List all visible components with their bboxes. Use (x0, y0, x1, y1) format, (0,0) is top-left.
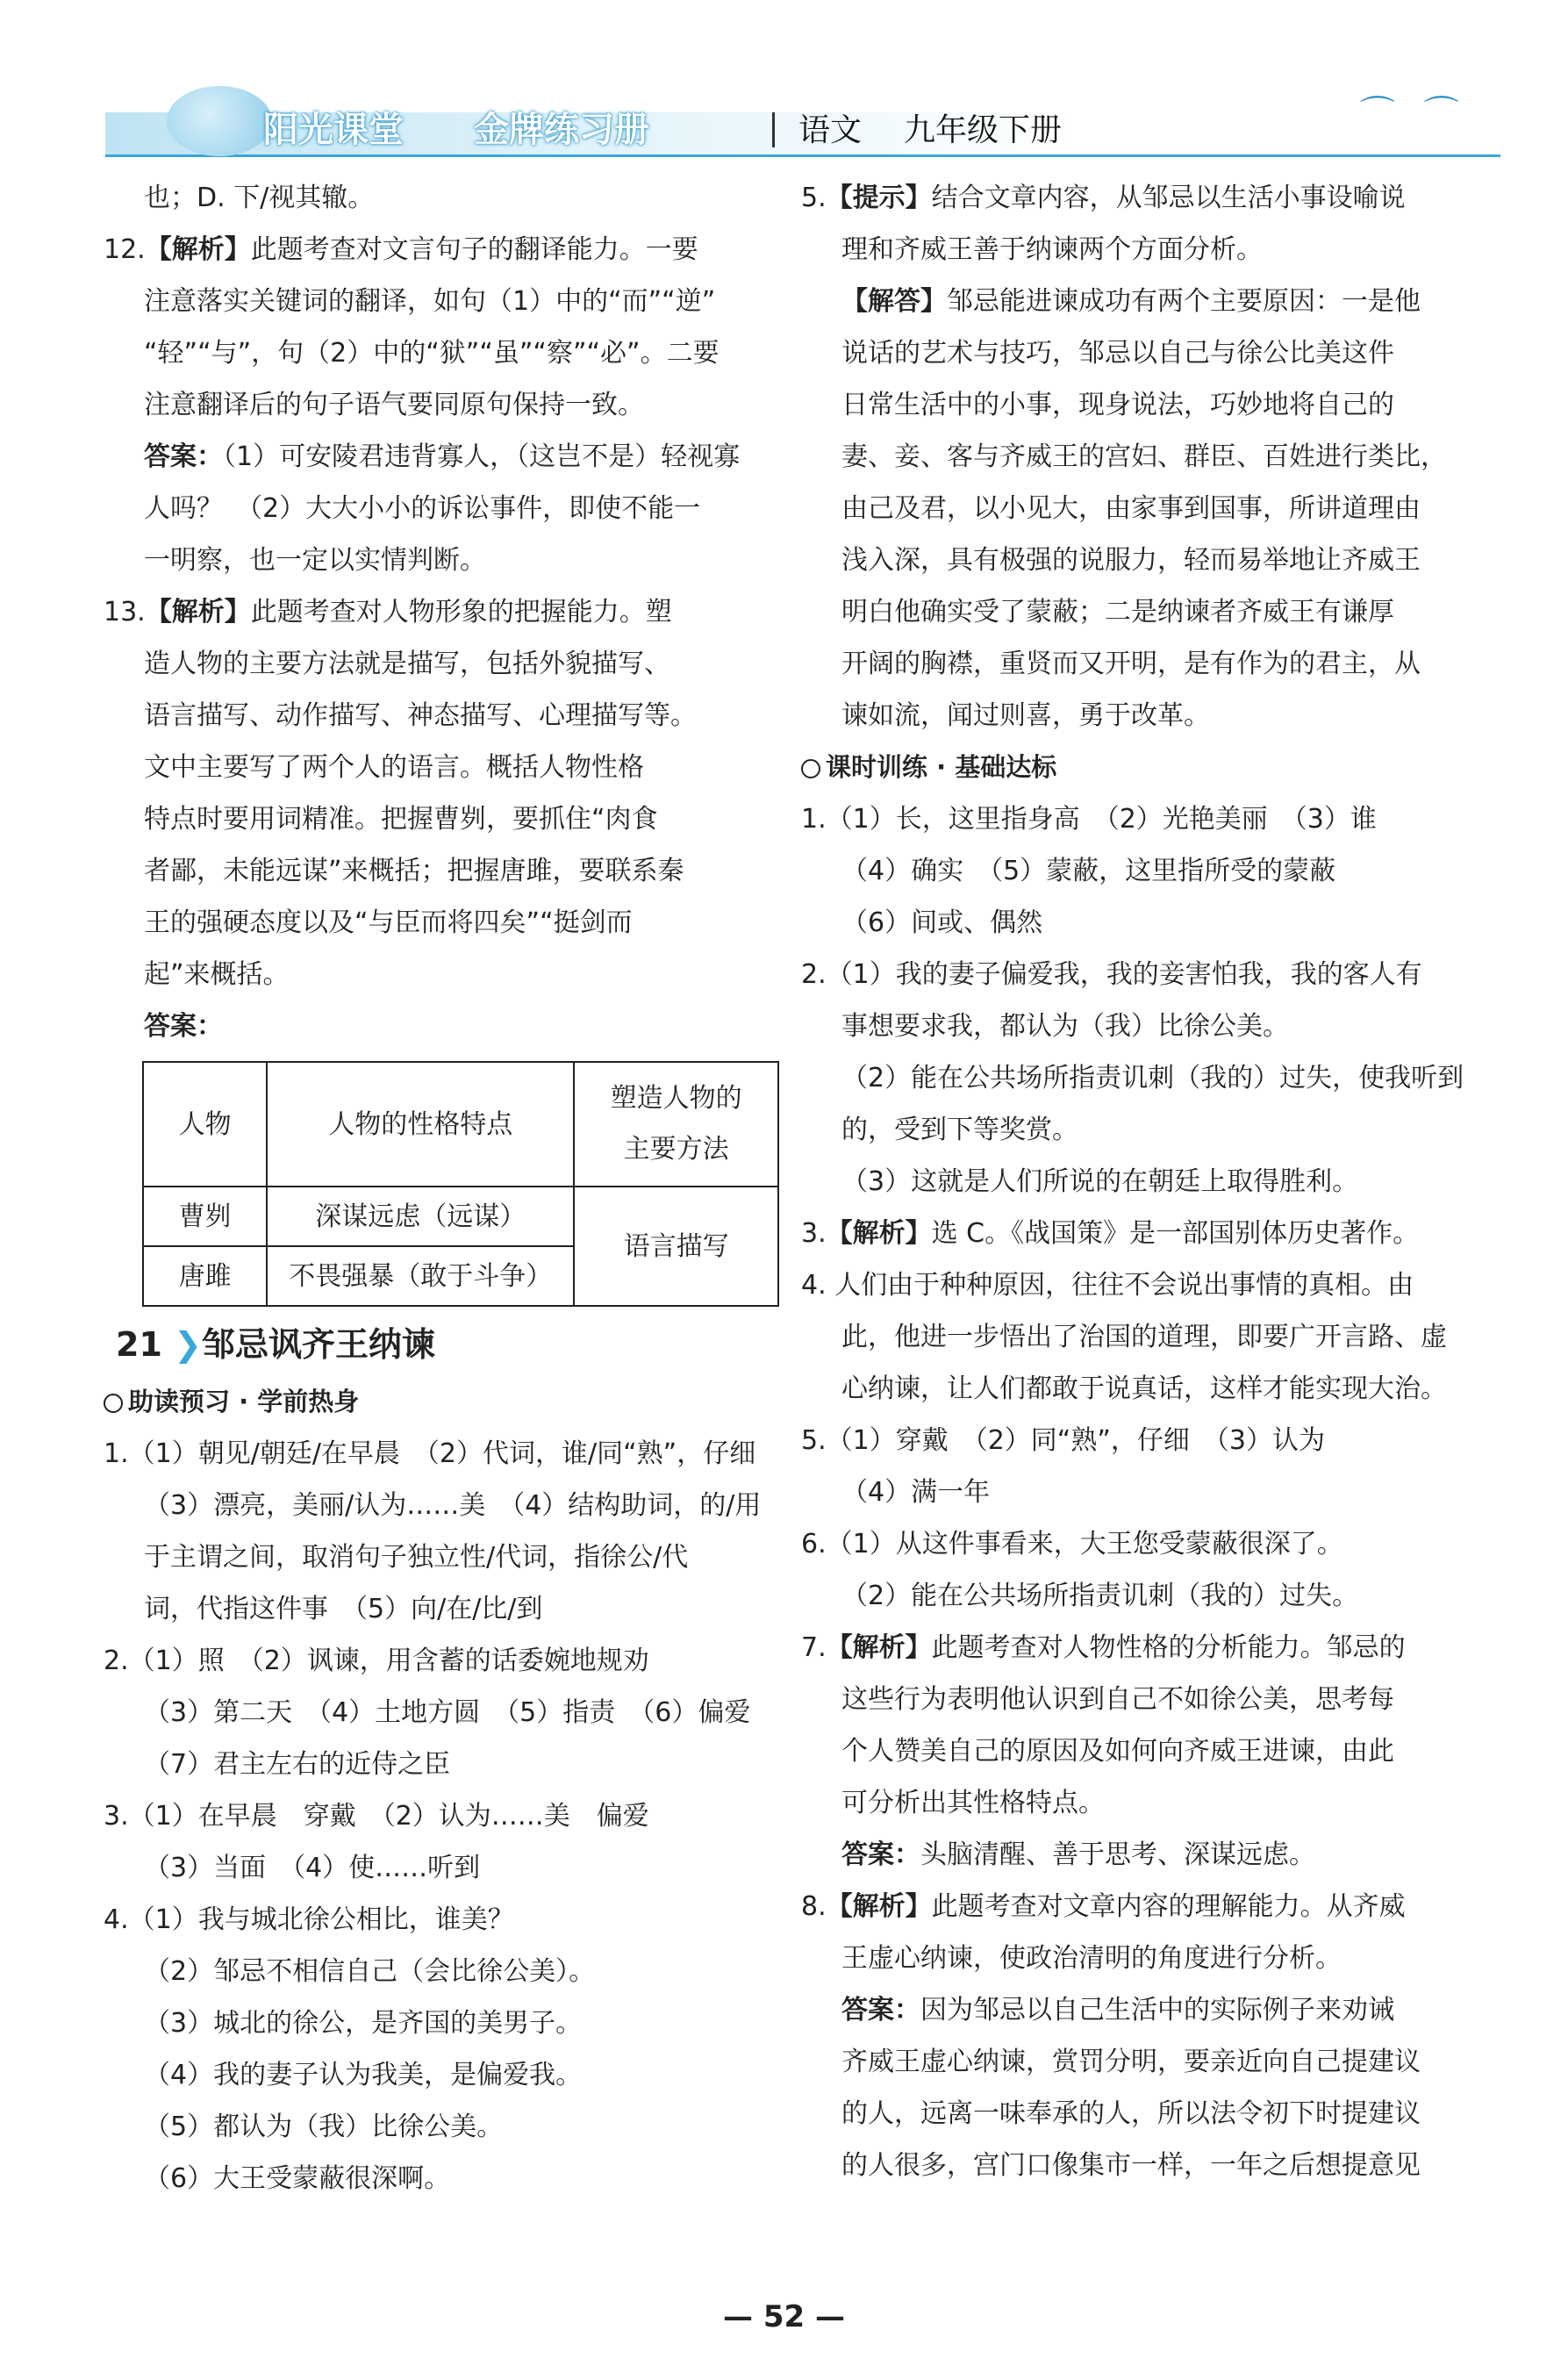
text-line: 者鄙，未能远谋”来概括；把握唐雎，要联系秦 (144, 856, 684, 886)
text-line: 于主谓之间，取消句子独立性/代词，指徐公/代 (144, 1542, 689, 1573)
text-line: 注意落实关键词的翻译，如句（1）中的“而”“逆” (144, 286, 716, 317)
table-cell: 语言描写 (574, 1187, 778, 1306)
text: （1）可安陵君违背寡人，（这岂不是）轻视寡 (223, 441, 741, 472)
table-header-person: 人物 (143, 1062, 267, 1187)
page-number: — 52 — (723, 2299, 845, 2334)
lesson-title (116, 1319, 779, 1371)
question-number: 5. (801, 183, 827, 213)
solution-tag: 【解答】 (841, 286, 947, 317)
table-cell: 不畏强暴（敢于斗争） (267, 1246, 574, 1306)
question-number: 8. (801, 1891, 827, 1922)
text-line: 4. 人们由于种种原因，往往不会说出事情的真相。由 (801, 1270, 1414, 1301)
brand-name: 金牌练习册 (474, 110, 649, 150)
text: 选 C。《战国策》是一部国别体历史著作。 (931, 1218, 1420, 1249)
text-line: 的，受到下等奖赏。 (841, 1115, 1078, 1145)
text-line: 特点时要用词精准。把握曹刿，要抓住“肉食 (144, 804, 658, 835)
text-line: 3.（1）在早晨 穿戴 （2）认为……美 偏爱 (104, 1801, 649, 1832)
text-line: 也；D. 下/视其辙。 (144, 183, 375, 213)
hint-tag: 【提示】 (826, 183, 932, 213)
question-number: 13. (104, 597, 146, 627)
chevron-right-icon: ❯ (174, 1325, 202, 1364)
text-line: 可分析出其性格特点。 (841, 1788, 1105, 1818)
text-line: （4）确实 （5）蒙蔽，这里指所受的蒙蔽 (841, 856, 1336, 886)
text-line: （2）能在公共场所指责讥刺（我的）过失，使我听到 (841, 1063, 1464, 1093)
text-line: （3）这就是人们所说的在朝廷上取得胜利。 (841, 1166, 1359, 1197)
text: 头脑清醒、善于思考、深谋远虑。 (920, 1839, 1315, 1870)
answer-line (801, 1984, 1503, 2036)
table-header-method (574, 1062, 778, 1187)
table-cell: 唐雎 (143, 1246, 267, 1306)
page-header (97, 86, 1500, 158)
section-bullet-icon (801, 759, 820, 778)
text-line: 文中主要写了两个人的语言。概括人物性格 (144, 752, 644, 783)
text-line: （3）城北的徐公，是齐国的美男子。 (144, 2008, 583, 2039)
section-title: 课时训练 · 基础达标 (826, 752, 1057, 782)
header-line: 主要方法 (623, 1134, 729, 1165)
text-line: “轻”“与”，句（2）中的“狱”“虽”“察”“必”。二要 (144, 338, 720, 369)
answer-tag: 答案： (144, 441, 223, 472)
text-line: 注意翻译后的句子语气要同原句保持一致。 (144, 390, 644, 420)
table-header-traits: 人物的性格特点 (267, 1062, 574, 1187)
analysis-tag: 【解析】 (826, 1218, 932, 1249)
text-line: （3）漂亮，美丽/认为……美 （4）结构助词，的/用 (144, 1490, 762, 1521)
text-line: 心纳谏，让人们都敢于说真话，这样才能实现大治。 (841, 1373, 1447, 1404)
text: 因为邹忌以自己生活中的实际例子来劝诫 (920, 1995, 1394, 2026)
right-column (801, 172, 1503, 2191)
text-line: 开阔的胸襟，重贤而又开明，是有作为的君主，从 (841, 649, 1421, 679)
text: 此题考查对人物形象的把握能力。塑 (250, 597, 672, 627)
text-line: 语言描写、动作描写、神态描写、心理描写等。 (144, 700, 697, 731)
analysis-tag: 【解析】 (826, 1632, 932, 1663)
text-line: 明白他确实受了蒙蔽；二是纳谏者齐威王有谦厚 (841, 597, 1394, 627)
text: 此题考查对文章内容的理解能力。从齐威 (931, 1891, 1406, 1922)
text-line: （3）第二天 （4）土地方圆 （5）指责 （6）偏爱 (144, 1697, 751, 1728)
answer-line (801, 1829, 1503, 1881)
text-line: （6）大王受蒙蔽很深啊。 (144, 2163, 451, 2194)
text-line: 日常生活中的小事，现身说法，巧妙地将自己的 (841, 390, 1394, 420)
text-line: 2.（1）照 （2）讽谏，用含蓄的话委婉地规劝 (104, 1646, 649, 1676)
question-number: 12. (104, 234, 146, 265)
header-line: 塑造人物的 (610, 1083, 742, 1114)
question-5 (801, 172, 1503, 224)
subject: 语文 (798, 112, 863, 148)
text-line: 王虚心纳谏，使政治清明的角度进行分析。 (841, 1943, 1342, 1974)
question-12 (104, 224, 779, 276)
section-heading (801, 742, 1503, 793)
text-line: 的人，远离一味奉承的人，所以法令初下时提建议 (841, 2098, 1421, 2129)
header-logo (167, 86, 272, 156)
text-line: 王的强硬态度以及“与臣而将四矣”“挺剑而 (144, 907, 633, 938)
text-line: 个人赞美自己的原因及如何向齐威王进谏，由此 (841, 1736, 1394, 1767)
series-name: 阳光课堂 (263, 110, 404, 150)
text-line: 这些行为表明他认识到自己不如徐公美，思考每 (841, 1684, 1394, 1715)
birds-decoration-icon: ⌒ ⌒ (1360, 94, 1468, 134)
text-line: 5.（1）穿戴 （2）同“熟”，仔细 （3）认为 (801, 1425, 1325, 1456)
text-line: （7）君主左右的近侍之臣 (144, 1749, 451, 1780)
question-number: 3. (801, 1218, 827, 1249)
text-line: 齐威王虚心纳谏，赏罚分明，要亲近向自己提建议 (841, 2047, 1421, 2077)
text-line: 妻、妾、客与齐威王的宫妇、群臣、百姓进行类比， (841, 441, 1447, 472)
text-line: 词，代指这件事 （5）向/在/比/到 (144, 1594, 543, 1624)
text-line: 6.（1）从这件事看来，大王您受蒙蔽很深了。 (801, 1529, 1343, 1560)
lesson-number: 21 (116, 1325, 162, 1364)
text-line: （4）我的妻子认为我美，是偏爱我。 (144, 2060, 583, 2090)
analysis-tag: 【解析】 (145, 234, 251, 265)
lesson-name: 邹忌讽齐王纳谏 (201, 1325, 435, 1364)
text-line: 2.（1）我的妻子偏爱我，我的妾害怕我，我的客人有 (801, 959, 1422, 990)
section-heading (104, 1376, 779, 1428)
answer-line (801, 276, 1503, 327)
text: 邹忌能进谏成功有两个主要原因：一是他 (947, 286, 1421, 317)
text-line: 造人物的主要方法就是描写，包括外貌描写、 (144, 649, 670, 679)
question-7 (801, 1622, 1503, 1674)
text-line: 由己及君，以小见大，由家事到国事，所讲道理由 (841, 493, 1421, 524)
text-line: （3）当面 （4）使……听到 (144, 1853, 481, 1883)
section-bullet-icon (104, 1394, 123, 1413)
answer-table (142, 1061, 779, 1307)
text: 结合文章内容，从邹忌以生活小事设喻说 (931, 183, 1406, 213)
left-column (104, 172, 779, 2205)
text-line: 1.（1）朝见/朝廷/在早晨 （2）代词，谁/同“熟”，仔细 (104, 1438, 756, 1469)
text-line: （2）邹忌不相信自己（会比徐公美）。 (144, 1956, 596, 1987)
answer-line (104, 431, 779, 483)
text-line: 1.（1）长，这里指身高 （2）光艳美丽 （3）谁 (801, 804, 1377, 835)
question-8 (801, 1881, 1503, 1932)
answer-tag: 答案： (144, 1011, 223, 1042)
text-line: 起”来概括。 (144, 959, 290, 990)
text-line: 人吗？ （2）大大小小的诉讼事件，即使不能一 (144, 493, 701, 524)
text-line: 一明察，也一定以实情判断。 (144, 545, 486, 576)
text-line: 说话的艺术与技巧，邹忌以自己与徐公比美这件 (841, 338, 1394, 369)
section-title: 助读预习 · 学前热身 (128, 1387, 360, 1416)
table-cell: 深谋远虑（远谋） (267, 1187, 574, 1246)
table-row (143, 1187, 778, 1246)
analysis-tag: 【解析】 (145, 597, 251, 627)
text-line: 浅入深，具有极强的说服力，轻而易举地让齐威王 (841, 545, 1421, 576)
text-line: （5）都认为（我）比徐公美。 (144, 2112, 504, 2142)
text-line: （2）能在公共场所指责讥刺（我的）过失。 (841, 1581, 1359, 1611)
answer-tag: 答案： (841, 1995, 920, 2026)
answer-tag: 答案： (841, 1839, 920, 1870)
question-3 (801, 1208, 1503, 1259)
text-line: （4）满一年 (841, 1477, 991, 1508)
grade: 九年级下册 (904, 112, 1063, 148)
analysis-tag: 【解析】 (826, 1891, 932, 1922)
text: 此题考查对人物性格的分析能力。邹忌的 (931, 1632, 1406, 1663)
header-divider (772, 112, 775, 147)
text-line: （6）间或、偶然 (841, 907, 1043, 938)
table-cell: 曹刿 (143, 1187, 267, 1246)
text-line: 谏如流，闻过则喜，勇于改革。 (841, 700, 1210, 731)
question-13 (104, 586, 779, 638)
text-line: 4.（1）我与城北徐公相比，谁美？ (104, 1904, 514, 1935)
text: 此题考查对文言句子的翻译能力。一要 (250, 234, 698, 265)
text-line: 的人很多，宫门口像集市一样，一年之后想提意见 (841, 2150, 1421, 2181)
text-line: 此，他进一步悟出了治国的道理，即要广开言路、虚 (841, 1322, 1447, 1352)
text-line: 事想要求我，都认为（我）比徐公美。 (841, 1011, 1289, 1042)
question-number: 7. (801, 1632, 827, 1663)
text-line: 理和齐威王善于纳谏两个方面分析。 (841, 234, 1263, 265)
